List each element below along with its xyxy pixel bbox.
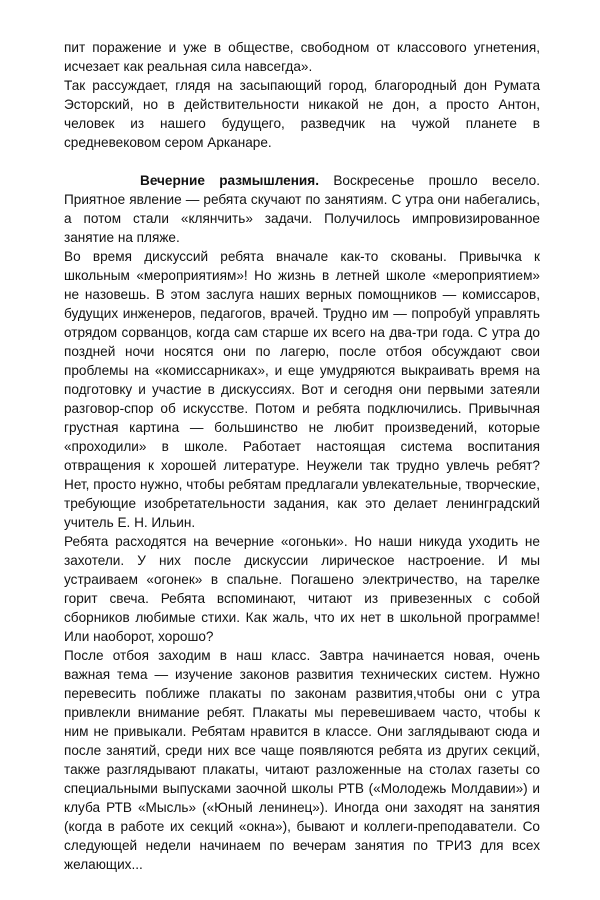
paragraph-discussions: Во время дискуссий ребята вначале как-то скованы. Привычка к школьным «мероприятиям»! Но жизнь в летней школе «мероприятием» не назовешь. В этом заслуга наших верных помощников — комиссаров, будущих инженеров, педагогов, врачей. Трудно им — попробуй управлять отрядом сорванцов, когда сам старше их всего на два-три года. С утра до поздней ночи носятся они по лагерю, после отбоя обсуждают свои проблемы на «комиссарниках», и еще умудряются выкраивать время на подготовку и участие в дискуссиях. Вот и сегодня они первыми затеяли разговор-спор об искусстве. Потом и ребята подключились. Привычная грустная картина — большинство не любит произведений, которые «проходили» в школе. Работает настоящая система воспитания отвращения к хорошей литературе. Неужели так трудно увлечь ребят? Нет, просто нужно, чтобы ребятам предлагали увлекательные, творческие, требующие изобретательности задания, как это делает ленинградский учитель Е. Н. Ильин. — [64, 249, 540, 530]
section-lead-paragraph — [64, 171, 540, 247]
paragraph-rumata: Так рассуждает, глядя на засыпающий город, благородный дон Румата Эсторский, но в действительности никакой не дон, а просто Антон, человек из нашего будущего, разведчик на чужой планете в средневековом сером Арканаре. — [64, 78, 540, 150]
section-gap — [64, 152, 540, 171]
section-lead-text: Воскресенье прошло весело. Приятное явление — ребята скучают по занятиям. С утра они набегались, а потом стали «клянчить» задачи. Получилось импровизированное занятие на пляже. — [64, 173, 540, 245]
paragraph-evening-ogonki: Ребята расходятся на вечерние «огоньки». Но наши никуда уходить не захотели. У них после дискуссии лирическое настроение. И мы устраиваем «огонек» в спальне. Погашено электричество, на тарелке горит свеча. Ребята вспоминают, читают из привезенных с собой сборников любимые стихи. Как жаль, что их нет в школьной программе! Или наоборот, хорошо? — [64, 534, 540, 644]
page-text — [64, 38, 540, 874]
paragraph-after-lights-out: После отбоя заходим в наш класс. Завтра начинается новая, очень важная тема — изучение законов развития технических систем. Нужно перевесить поближе плакаты по законам развития,чтобы они с утра привлекли внимание ребят. Плакаты мы перевешиваем часто, чтобы к ним не привыкали. Ребятам нравится в классе. Они заглядывают сюда и после занятий, среди них все чаще появляются ребята из других секций, также разглядывают плакаты, читают разложенные на столах газеты со специальными выпусками заочной школы РТВ («Молодежь Молдавии») и клуба РТВ «Мысль» («Юный ленинец»). Иногда они заходят на занятия (когда в работе их секций «окна»), бывают и коллеги-преподаватели. Со следующей недели начинаем по вечерам занятия по ТРИЗ для всех желающих... — [64, 648, 540, 872]
section-heading: Вечерние размышления. — [140, 173, 319, 188]
paragraph-quote-ending: пит поражение и уже в обществе, свободном от классового угнетения, исчезает как реальная сила навсегда». — [64, 40, 540, 74]
